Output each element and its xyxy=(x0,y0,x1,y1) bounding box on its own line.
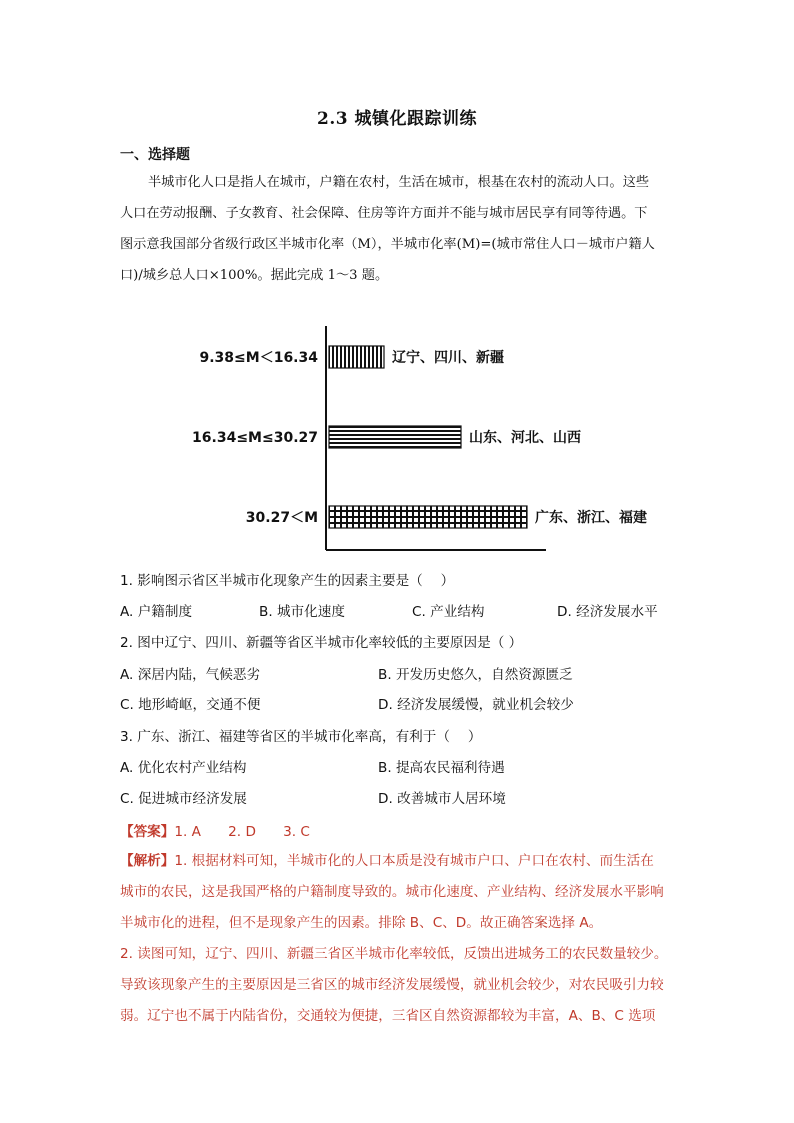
q1-option-c: C. 产业结构 xyxy=(412,604,485,620)
q3-option-a: A. 优化农村产业结构 xyxy=(120,760,247,776)
category-label: 9.38≤M＜16.34 xyxy=(199,350,318,366)
question-3: 3. 广东、浙江、福建等省区的半城市化率高，有利于（ ） xyxy=(120,729,482,745)
explanation xyxy=(120,846,680,1032)
answer-text: 1. A 2. D 3. C xyxy=(174,824,310,840)
explanation-line: 2. 读图可知，辽宁、四川、新疆三省区半城市化率较低，反馈出进城务工的农民数量较少。 xyxy=(120,946,668,962)
explanation-line: 半城市化的进程，但不是现象产生的因素。排除 B、C、D。故正确答案选择 A。 xyxy=(120,915,603,931)
bar-province-label: 广东、浙江、福建 xyxy=(535,510,647,526)
q1-option-b: B. 城市化速度 xyxy=(259,604,345,620)
explanation-line xyxy=(120,846,680,877)
q2-option-d: D. 经济发展缓慢，就业机会较少 xyxy=(378,697,574,713)
answer-label: 【答案】 xyxy=(120,824,175,840)
q3-option-b: B. 提高农民福利待遇 xyxy=(378,760,505,776)
bar xyxy=(329,506,527,528)
bar xyxy=(329,426,461,448)
page-title: 2.3 城镇化跟踪训练 xyxy=(317,109,477,129)
q3-option-d: D. 改善城市人居环境 xyxy=(378,791,506,807)
bar-province-label: 辽宁、四川、新疆 xyxy=(392,350,504,366)
explanation-label: 【解析】 xyxy=(120,853,175,869)
section-heading: 一、选择题 xyxy=(120,147,190,163)
intro-paragraph xyxy=(120,167,670,291)
explanation-text: 1. 根据材料可知，半城市化的人口本质是没有城市户口、户口在农村、而生活在 xyxy=(174,853,654,869)
question-2: 2. 图中辽宁、四川、新疆等省区半城市化率较低的主要原因是（ ） xyxy=(120,635,523,651)
q2-option-a: A. 深居内陆，气候恶劣 xyxy=(120,667,261,683)
explanation-line: 城市的农民，这是我国严格的户籍制度导致的。城市化速度、产业结构、经济发展水平影响 xyxy=(120,884,664,900)
question-1: 1. 影响图示省区半城市化现象产生的因素主要是（ ） xyxy=(120,573,455,589)
intro-line: 图示意我国部分省级行政区半城市化率（M），半城市化率(M)=(城市常住人口－城市户籍人 xyxy=(120,237,655,252)
q1-option-d: D. 经济发展水平 xyxy=(557,604,658,620)
intro-line: 人口在劳动报酬、子女教育、社会保障、住房等许方面并不能与城市居民享有同等待遇。下 xyxy=(120,206,648,221)
category-label: 30.27＜M xyxy=(245,510,318,526)
intro-line: 口)/城乡总人口×100%。据此完成 1～3 题。 xyxy=(120,268,389,283)
bar-province-label: 山东、河北、山西 xyxy=(469,430,581,446)
q1-option-a: A. 户籍制度 xyxy=(120,604,193,620)
semi-urbanization-chart xyxy=(192,318,647,560)
category-label: 16.34≤M≤30.27 xyxy=(192,430,318,446)
q2-option-c: C. 地形崎岖，交通不便 xyxy=(120,697,261,713)
bar xyxy=(329,346,384,368)
q2-option-b: B. 开发历史悠久，自然资源匮乏 xyxy=(378,667,573,683)
explanation-line: 弱。辽宁也不属于内陆省份，交通较为便捷，三省区自然资源都较为丰富，A、B、C 选项 xyxy=(120,1008,656,1024)
q3-option-c: C. 促进城市经济发展 xyxy=(120,791,247,807)
explanation-line: 导致该现象产生的主要原因是三省区的城市经济发展缓慢，就业机会较少，对农民吸引力较 xyxy=(120,977,664,993)
answer-line xyxy=(120,820,310,840)
intro-line: 半城市化人口是指人在城市，户籍在农村，生活在城市，根基在农村的流动人口。这些 xyxy=(148,175,650,190)
